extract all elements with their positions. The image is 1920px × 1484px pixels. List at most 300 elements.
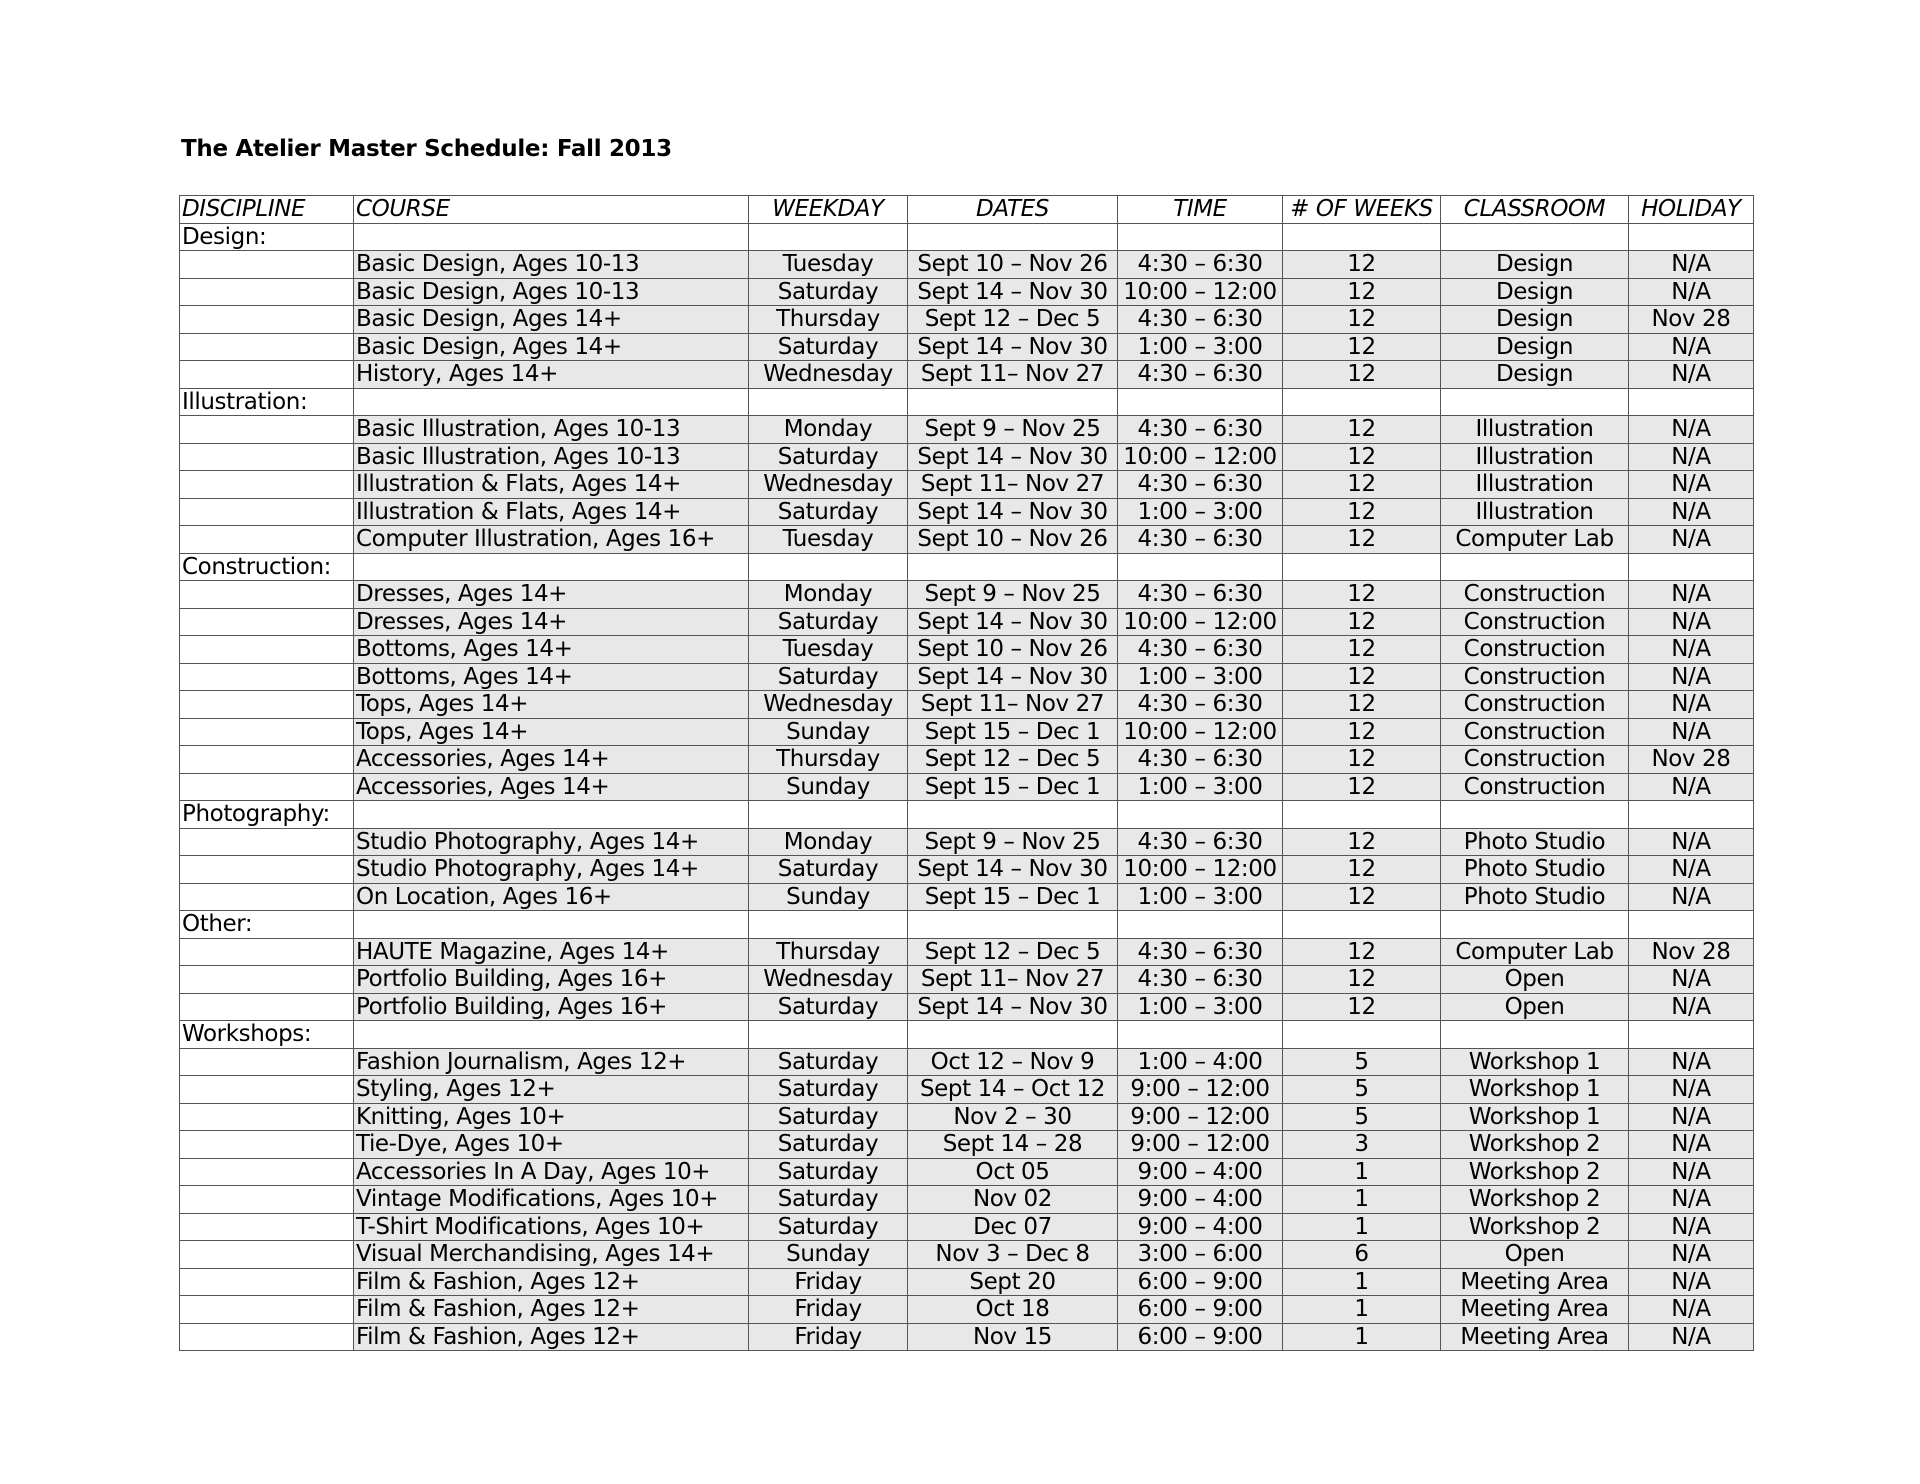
table-row — [180, 1241, 1754, 1269]
empty-cell — [1118, 801, 1283, 829]
holiday-cell: N/A — [1629, 526, 1754, 554]
table-row — [180, 306, 1754, 334]
time-cell: 1:00 – 3:00 — [1118, 498, 1283, 526]
empty-cell — [749, 801, 908, 829]
weekday-cell: Sunday — [749, 718, 908, 746]
classroom-cell: Workshop 2 — [1441, 1158, 1629, 1186]
empty-cell — [1283, 801, 1441, 829]
time-cell: 10:00 – 12:00 — [1118, 443, 1283, 471]
holiday-cell: N/A — [1629, 251, 1754, 279]
weekday-cell: Monday — [749, 416, 908, 444]
empty-cell — [354, 801, 749, 829]
dates-cell: Sept 14 – Oct 12 — [908, 1076, 1118, 1104]
weekday-cell: Sunday — [749, 883, 908, 911]
table-row — [180, 966, 1754, 994]
dates-cell: Sept 10 – Nov 26 — [908, 526, 1118, 554]
header-dates: DATES — [908, 196, 1118, 224]
table-row — [180, 608, 1754, 636]
classroom-cell: Workshop 2 — [1441, 1213, 1629, 1241]
empty-cell — [180, 1241, 354, 1269]
weeks-cell: 12 — [1283, 526, 1441, 554]
holiday-cell: N/A — [1629, 856, 1754, 884]
dates-cell: Sept 10 – Nov 26 — [908, 251, 1118, 279]
empty-cell — [1118, 223, 1283, 251]
holiday-cell: N/A — [1629, 1296, 1754, 1324]
empty-cell — [908, 223, 1118, 251]
header-holiday: HOLIDAY — [1629, 196, 1754, 224]
weekday-cell: Saturday — [749, 1158, 908, 1186]
classroom-cell: Open — [1441, 1241, 1629, 1269]
table-row — [180, 938, 1754, 966]
dates-cell: Sept 15 – Dec 1 — [908, 773, 1118, 801]
empty-cell — [180, 883, 354, 911]
course-cell: Portfolio Building, Ages 16+ — [354, 966, 749, 994]
course-cell: Basic Design, Ages 14+ — [354, 333, 749, 361]
empty-cell — [1118, 553, 1283, 581]
time-cell: 4:30 – 6:30 — [1118, 416, 1283, 444]
table-row — [180, 1296, 1754, 1324]
empty-cell — [749, 388, 908, 416]
header-row — [180, 196, 1754, 224]
time-cell: 10:00 – 12:00 — [1118, 718, 1283, 746]
empty-cell — [180, 663, 354, 691]
weeks-cell: 12 — [1283, 663, 1441, 691]
empty-cell — [180, 416, 354, 444]
classroom-cell: Workshop 1 — [1441, 1076, 1629, 1104]
classroom-cell: Meeting Area — [1441, 1296, 1629, 1324]
empty-cell — [180, 1186, 354, 1214]
empty-cell — [749, 553, 908, 581]
weeks-cell: 12 — [1283, 993, 1441, 1021]
course-cell: Vintage Modifications, Ages 10+ — [354, 1186, 749, 1214]
holiday-cell: N/A — [1629, 1241, 1754, 1269]
course-cell: Dresses, Ages 14+ — [354, 581, 749, 609]
empty-cell — [354, 388, 749, 416]
weekday-cell: Saturday — [749, 608, 908, 636]
empty-cell — [1441, 553, 1629, 581]
empty-cell — [180, 1268, 354, 1296]
discipline-label: Workshops: — [180, 1021, 354, 1049]
time-cell: 4:30 – 6:30 — [1118, 361, 1283, 389]
table-row — [180, 773, 1754, 801]
holiday-cell: Nov 28 — [1629, 746, 1754, 774]
weekday-cell: Saturday — [749, 333, 908, 361]
time-cell: 4:30 – 6:30 — [1118, 251, 1283, 279]
classroom-cell: Design — [1441, 306, 1629, 334]
empty-cell — [180, 828, 354, 856]
empty-cell — [180, 1158, 354, 1186]
holiday-cell: N/A — [1629, 636, 1754, 664]
weeks-cell: 12 — [1283, 966, 1441, 994]
table-row — [180, 526, 1754, 554]
time-cell: 4:30 – 6:30 — [1118, 526, 1283, 554]
classroom-cell: Illustration — [1441, 471, 1629, 499]
discipline-row — [180, 801, 1754, 829]
empty-cell — [1441, 801, 1629, 829]
holiday-cell: N/A — [1629, 663, 1754, 691]
table-row — [180, 636, 1754, 664]
empty-cell — [180, 966, 354, 994]
page-title: The Atelier Master Schedule: Fall 2013 — [181, 136, 672, 162]
time-cell: 4:30 – 6:30 — [1118, 938, 1283, 966]
classroom-cell: Construction — [1441, 691, 1629, 719]
table-row — [180, 278, 1754, 306]
empty-cell — [908, 388, 1118, 416]
time-cell: 4:30 – 6:30 — [1118, 746, 1283, 774]
schedule-table — [179, 195, 1754, 1351]
weeks-cell: 3 — [1283, 1131, 1441, 1159]
classroom-cell: Workshop 2 — [1441, 1131, 1629, 1159]
holiday-cell: N/A — [1629, 443, 1754, 471]
dates-cell: Sept 14 – Nov 30 — [908, 608, 1118, 636]
weeks-cell: 1 — [1283, 1323, 1441, 1351]
table-row — [180, 416, 1754, 444]
weekday-cell: Thursday — [749, 746, 908, 774]
table-row — [180, 1158, 1754, 1186]
weekday-cell: Friday — [749, 1323, 908, 1351]
table-row — [180, 993, 1754, 1021]
dates-cell: Sept 11– Nov 27 — [908, 966, 1118, 994]
dates-cell: Sept 14 – Nov 30 — [908, 333, 1118, 361]
weeks-cell: 12 — [1283, 718, 1441, 746]
classroom-cell: Design — [1441, 278, 1629, 306]
classroom-cell: Illustration — [1441, 416, 1629, 444]
course-cell: Tops, Ages 14+ — [354, 718, 749, 746]
weeks-cell: 1 — [1283, 1158, 1441, 1186]
classroom-cell: Meeting Area — [1441, 1268, 1629, 1296]
time-cell: 9:00 – 4:00 — [1118, 1213, 1283, 1241]
weeks-cell: 12 — [1283, 938, 1441, 966]
weeks-cell: 12 — [1283, 691, 1441, 719]
time-cell: 9:00 – 4:00 — [1118, 1186, 1283, 1214]
table-row — [180, 1268, 1754, 1296]
weekday-cell: Friday — [749, 1296, 908, 1324]
course-cell: Bottoms, Ages 14+ — [354, 663, 749, 691]
weeks-cell: 12 — [1283, 608, 1441, 636]
holiday-cell: N/A — [1629, 361, 1754, 389]
dates-cell: Sept 9 – Nov 25 — [908, 828, 1118, 856]
empty-cell — [180, 333, 354, 361]
holiday-cell: N/A — [1629, 691, 1754, 719]
weeks-cell: 5 — [1283, 1048, 1441, 1076]
holiday-cell: N/A — [1629, 608, 1754, 636]
time-cell: 4:30 – 6:30 — [1118, 471, 1283, 499]
dates-cell: Sept 14 – Nov 30 — [908, 498, 1118, 526]
classroom-cell: Photo Studio — [1441, 828, 1629, 856]
time-cell: 9:00 – 4:00 — [1118, 1158, 1283, 1186]
empty-cell — [1629, 388, 1754, 416]
weekday-cell: Wednesday — [749, 966, 908, 994]
time-cell: 4:30 – 6:30 — [1118, 966, 1283, 994]
course-cell: Styling, Ages 12+ — [354, 1076, 749, 1104]
holiday-cell: N/A — [1629, 718, 1754, 746]
holiday-cell: N/A — [1629, 581, 1754, 609]
empty-cell — [180, 856, 354, 884]
empty-cell — [180, 498, 354, 526]
course-cell: Tie-Dye, Ages 10+ — [354, 1131, 749, 1159]
empty-cell — [180, 746, 354, 774]
dates-cell: Oct 18 — [908, 1296, 1118, 1324]
empty-cell — [180, 443, 354, 471]
dates-cell: Sept 14 – 28 — [908, 1131, 1118, 1159]
table-row — [180, 1213, 1754, 1241]
weeks-cell: 1 — [1283, 1213, 1441, 1241]
time-cell: 6:00 – 9:00 — [1118, 1296, 1283, 1324]
header-classroom: CLASSROOM — [1441, 196, 1629, 224]
holiday-cell: N/A — [1629, 1213, 1754, 1241]
time-cell: 4:30 – 6:30 — [1118, 306, 1283, 334]
time-cell: 9:00 – 12:00 — [1118, 1076, 1283, 1104]
course-cell: Studio Photography, Ages 14+ — [354, 828, 749, 856]
empty-cell — [180, 526, 354, 554]
empty-cell — [354, 1021, 749, 1049]
weeks-cell: 1 — [1283, 1296, 1441, 1324]
holiday-cell: N/A — [1629, 416, 1754, 444]
discipline-label: Construction: — [180, 553, 354, 581]
schedule-body — [180, 223, 1754, 1351]
dates-cell: Sept 14 – Nov 30 — [908, 278, 1118, 306]
weeks-cell: 12 — [1283, 278, 1441, 306]
weekday-cell: Monday — [749, 828, 908, 856]
time-cell: 9:00 – 12:00 — [1118, 1103, 1283, 1131]
discipline-row — [180, 1021, 1754, 1049]
time-cell: 6:00 – 9:00 — [1118, 1323, 1283, 1351]
time-cell: 1:00 – 3:00 — [1118, 663, 1283, 691]
weekday-cell: Tuesday — [749, 526, 908, 554]
holiday-cell: N/A — [1629, 278, 1754, 306]
empty-cell — [1629, 223, 1754, 251]
empty-cell — [180, 938, 354, 966]
table-row — [180, 443, 1754, 471]
classroom-cell: Open — [1441, 966, 1629, 994]
time-cell: 4:30 – 6:30 — [1118, 581, 1283, 609]
weeks-cell: 12 — [1283, 883, 1441, 911]
course-cell: Basic Design, Ages 10-13 — [354, 278, 749, 306]
holiday-cell: N/A — [1629, 773, 1754, 801]
time-cell: 10:00 – 12:00 — [1118, 856, 1283, 884]
weekday-cell: Saturday — [749, 1103, 908, 1131]
empty-cell — [180, 636, 354, 664]
empty-cell — [354, 223, 749, 251]
time-cell: 1:00 – 3:00 — [1118, 333, 1283, 361]
weekday-cell: Wednesday — [749, 691, 908, 719]
table-row — [180, 691, 1754, 719]
classroom-cell: Illustration — [1441, 498, 1629, 526]
classroom-cell: Construction — [1441, 581, 1629, 609]
empty-cell — [908, 553, 1118, 581]
course-cell: Film & Fashion, Ages 12+ — [354, 1296, 749, 1324]
table-row — [180, 663, 1754, 691]
course-cell: On Location, Ages 16+ — [354, 883, 749, 911]
weekday-cell: Thursday — [749, 306, 908, 334]
weekday-cell: Sunday — [749, 773, 908, 801]
empty-cell — [180, 1323, 354, 1351]
weeks-cell: 12 — [1283, 361, 1441, 389]
weekday-cell: Saturday — [749, 278, 908, 306]
holiday-cell: N/A — [1629, 1076, 1754, 1104]
empty-cell — [908, 911, 1118, 939]
dates-cell: Sept 15 – Dec 1 — [908, 718, 1118, 746]
empty-cell — [1441, 223, 1629, 251]
time-cell: 1:00 – 3:00 — [1118, 883, 1283, 911]
table-row — [180, 1048, 1754, 1076]
empty-cell — [180, 278, 354, 306]
table-row — [180, 471, 1754, 499]
empty-cell — [180, 251, 354, 279]
empty-cell — [354, 911, 749, 939]
course-cell: Visual Merchandising, Ages 14+ — [354, 1241, 749, 1269]
holiday-cell: N/A — [1629, 828, 1754, 856]
table-row — [180, 1186, 1754, 1214]
empty-cell — [749, 1021, 908, 1049]
table-row — [180, 581, 1754, 609]
course-cell: Accessories, Ages 14+ — [354, 773, 749, 801]
course-cell: Basic Illustration, Ages 10-13 — [354, 416, 749, 444]
empty-cell — [180, 718, 354, 746]
weeks-cell: 12 — [1283, 471, 1441, 499]
classroom-cell: Construction — [1441, 608, 1629, 636]
classroom-cell: Meeting Area — [1441, 1323, 1629, 1351]
empty-cell — [180, 608, 354, 636]
empty-cell — [749, 911, 908, 939]
weekday-cell: Saturday — [749, 1076, 908, 1104]
empty-cell — [908, 1021, 1118, 1049]
weekday-cell: Saturday — [749, 1213, 908, 1241]
weeks-cell: 12 — [1283, 416, 1441, 444]
classroom-cell: Construction — [1441, 663, 1629, 691]
holiday-cell: N/A — [1629, 498, 1754, 526]
dates-cell: Sept 9 – Nov 25 — [908, 581, 1118, 609]
dates-cell: Dec 07 — [908, 1213, 1118, 1241]
dates-cell: Sept 14 – Nov 30 — [908, 443, 1118, 471]
course-cell: Film & Fashion, Ages 12+ — [354, 1323, 749, 1351]
empty-cell — [180, 1296, 354, 1324]
holiday-cell: N/A — [1629, 993, 1754, 1021]
weekday-cell: Saturday — [749, 993, 908, 1021]
empty-cell — [1283, 911, 1441, 939]
header-course: COURSE — [354, 196, 749, 224]
table-row — [180, 1131, 1754, 1159]
dates-cell: Sept 12 – Dec 5 — [908, 746, 1118, 774]
time-cell: 4:30 – 6:30 — [1118, 828, 1283, 856]
weeks-cell: 12 — [1283, 498, 1441, 526]
holiday-cell: N/A — [1629, 1158, 1754, 1186]
weekday-cell: Saturday — [749, 1186, 908, 1214]
discipline-label: Photography: — [180, 801, 354, 829]
holiday-cell: N/A — [1629, 1103, 1754, 1131]
empty-cell — [1118, 388, 1283, 416]
weeks-cell: 12 — [1283, 581, 1441, 609]
empty-cell — [180, 1213, 354, 1241]
course-cell: Knitting, Ages 10+ — [354, 1103, 749, 1131]
weeks-cell: 12 — [1283, 251, 1441, 279]
empty-cell — [180, 691, 354, 719]
dates-cell: Nov 3 – Dec 8 — [908, 1241, 1118, 1269]
course-cell: Dresses, Ages 14+ — [354, 608, 749, 636]
dates-cell: Oct 12 – Nov 9 — [908, 1048, 1118, 1076]
holiday-cell: N/A — [1629, 1186, 1754, 1214]
empty-cell — [1441, 1021, 1629, 1049]
table-row — [180, 361, 1754, 389]
empty-cell — [180, 1048, 354, 1076]
course-cell: HAUTE Magazine, Ages 14+ — [354, 938, 749, 966]
classroom-cell: Construction — [1441, 746, 1629, 774]
classroom-cell: Computer Lab — [1441, 938, 1629, 966]
weeks-cell: 6 — [1283, 1241, 1441, 1269]
time-cell: 4:30 – 6:30 — [1118, 691, 1283, 719]
empty-cell — [1283, 388, 1441, 416]
classroom-cell: Design — [1441, 333, 1629, 361]
dates-cell: Sept 9 – Nov 25 — [908, 416, 1118, 444]
weeks-cell: 12 — [1283, 828, 1441, 856]
time-cell: 10:00 – 12:00 — [1118, 278, 1283, 306]
empty-cell — [1283, 1021, 1441, 1049]
classroom-cell: Construction — [1441, 636, 1629, 664]
course-cell: Portfolio Building, Ages 16+ — [354, 993, 749, 1021]
holiday-cell: N/A — [1629, 471, 1754, 499]
course-cell: Illustration & Flats, Ages 14+ — [354, 498, 749, 526]
dates-cell: Sept 12 – Dec 5 — [908, 938, 1118, 966]
course-cell: Accessories, Ages 14+ — [354, 746, 749, 774]
weeks-cell: 12 — [1283, 856, 1441, 884]
classroom-cell: Design — [1441, 251, 1629, 279]
time-cell: 1:00 – 3:00 — [1118, 773, 1283, 801]
weekday-cell: Thursday — [749, 938, 908, 966]
dates-cell: Sept 14 – Nov 30 — [908, 663, 1118, 691]
dates-cell: Nov 2 – 30 — [908, 1103, 1118, 1131]
course-cell: Basic Illustration, Ages 10-13 — [354, 443, 749, 471]
holiday-cell: N/A — [1629, 966, 1754, 994]
empty-cell — [1441, 388, 1629, 416]
weekday-cell: Wednesday — [749, 361, 908, 389]
empty-cell — [180, 993, 354, 1021]
course-cell: Computer Illustration, Ages 16+ — [354, 526, 749, 554]
discipline-row — [180, 553, 1754, 581]
weekday-cell: Tuesday — [749, 251, 908, 279]
weeks-cell: 5 — [1283, 1076, 1441, 1104]
classroom-cell: Design — [1441, 361, 1629, 389]
table-row — [180, 746, 1754, 774]
holiday-cell: N/A — [1629, 883, 1754, 911]
table-row — [180, 856, 1754, 884]
weekday-cell: Saturday — [749, 1131, 908, 1159]
empty-cell — [180, 581, 354, 609]
empty-cell — [180, 471, 354, 499]
course-cell: Basic Design, Ages 14+ — [354, 306, 749, 334]
course-cell: Film & Fashion, Ages 12+ — [354, 1268, 749, 1296]
weekday-cell: Saturday — [749, 1048, 908, 1076]
header-weekday: WEEKDAY — [749, 196, 908, 224]
course-cell: Basic Design, Ages 10-13 — [354, 251, 749, 279]
course-cell: Fashion Journalism, Ages 12+ — [354, 1048, 749, 1076]
weeks-cell: 12 — [1283, 306, 1441, 334]
course-cell: Accessories In A Day, Ages 10+ — [354, 1158, 749, 1186]
classroom-cell: Photo Studio — [1441, 883, 1629, 911]
weeks-cell: 1 — [1283, 1268, 1441, 1296]
table-row — [180, 1103, 1754, 1131]
classroom-cell: Computer Lab — [1441, 526, 1629, 554]
dates-cell: Sept 11– Nov 27 — [908, 471, 1118, 499]
time-cell: 1:00 – 4:00 — [1118, 1048, 1283, 1076]
weekday-cell: Tuesday — [749, 636, 908, 664]
table-row — [180, 1076, 1754, 1104]
discipline-label: Other: — [180, 911, 354, 939]
empty-cell — [180, 1076, 354, 1104]
empty-cell — [354, 553, 749, 581]
time-cell: 10:00 – 12:00 — [1118, 608, 1283, 636]
classroom-cell: Workshop 1 — [1441, 1103, 1629, 1131]
weekday-cell: Saturday — [749, 663, 908, 691]
